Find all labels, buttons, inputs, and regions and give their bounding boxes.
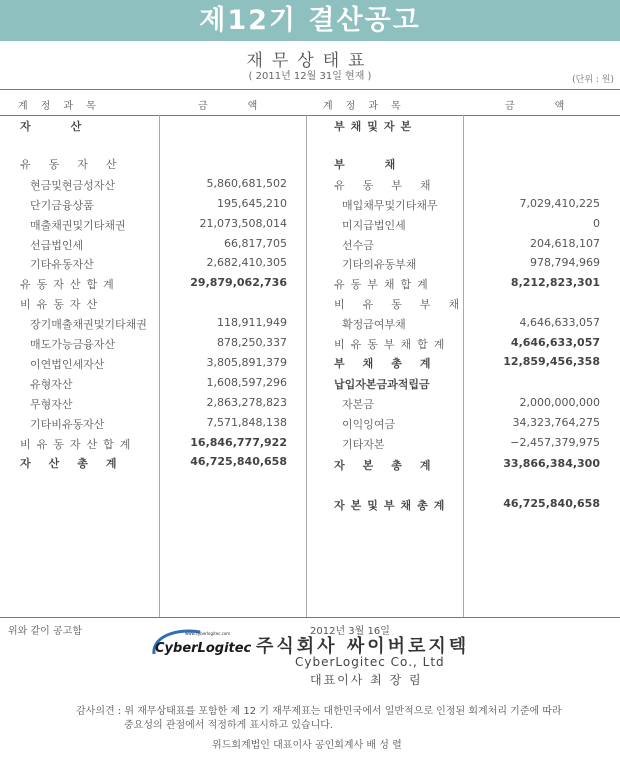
asset-item-value: 3,805,891,379 [206, 356, 287, 369]
noncurrent-liabilities-total-label: 비유동부채합계 [334, 338, 451, 351]
announcement-title: 제12기 결산공고 [0, 0, 620, 41]
asset-item-label: 이연법인세자산 [30, 358, 105, 371]
equity-item-value: −2,457,379,975 [510, 436, 600, 449]
asset-item-value: 21,073,508,014 [199, 217, 287, 230]
liability-item-value: 7,029,410,225 [519, 197, 600, 210]
current-assets-total-value: 29,879,062,736 [190, 276, 287, 289]
current-liabilities-total-label: 유동부채합계 [334, 278, 434, 291]
current-assets-total-label: 유동자산합계 [20, 278, 120, 291]
asset-item-label: 현금및현금성자산 [30, 179, 116, 192]
noncurrent-assets-total-value: 16,846,777,922 [190, 436, 287, 449]
current-assets-heading: 유동자산 [20, 158, 135, 171]
logo-url: www.cyberlogitec.com [185, 631, 231, 636]
asset-item-label: 무형자산 [30, 398, 73, 411]
column-divider [159, 115, 160, 617]
asset-item-value: 878,250,337 [217, 336, 287, 349]
asset-item-label: 매출채권및기타채권 [30, 219, 126, 232]
liabilities-total-value: 12,859,456,358 [503, 355, 600, 368]
asset-item-label: 유형자산 [30, 378, 73, 391]
asset-item-label: 장기매출채권및기타채권 [30, 318, 147, 331]
liability-item-value: 978,794,969 [530, 256, 600, 269]
liability-item-label: 기타의유동부채 [342, 258, 417, 271]
asset-item-value: 5,860,681,502 [206, 177, 287, 190]
auditor-signature: 위드회계법인 대표이사 공인회계사 배 성 렬 [212, 740, 402, 751]
liability-item-label: 확정급여부채 [342, 318, 406, 331]
header-account-right: 계정과목 [323, 101, 414, 112]
company-name-korean: 주식회사 싸이버로지텍 [256, 636, 470, 657]
asset-item-value: 66,817,705 [224, 237, 287, 250]
column-divider [463, 115, 464, 617]
asset-item-value: 118,911,949 [217, 316, 287, 329]
liability-item-label: 미지급법인세 [342, 219, 406, 232]
logo-wordmark: CyberLogitec [155, 641, 252, 656]
asset-item-value: 2,682,410,305 [206, 256, 287, 269]
equity-total-value: 33,866,384,300 [503, 457, 600, 470]
liability-item-label: 선수금 [342, 239, 374, 252]
ceo-name: 대표이사 최 장 림 [310, 673, 423, 687]
asset-item-value: 1,608,597,296 [206, 376, 287, 389]
asset-item-value: 195,645,210 [217, 197, 287, 210]
equity-item-label: 이익잉여금 [342, 418, 396, 431]
liabilities-total-label: 부채총계 [334, 357, 449, 370]
grand-total-value: 46,725,840,658 [503, 497, 600, 510]
assets-total-value: 46,725,840,658 [190, 455, 287, 468]
company-name-english: CyberLogitec Co., Ltd [295, 655, 445, 669]
noncurrent-liabilities-total-value: 4,646,633,057 [510, 336, 600, 349]
table-bottom-rule [0, 617, 620, 618]
liabilities-equity-heading: 부채및자본 [334, 120, 418, 133]
liability-item-label: 매입채무및기타채무 [342, 199, 438, 212]
audit-opinion-line2: 중요성의 관점에서 적정하게 표시하고 있습니다. [124, 720, 334, 731]
audit-opinion-line1: 감사의견 : 위 재무상태표를 포함한 제 12 기 재무제표는 대한민국에서 일반적으로 인정된 회계처리 기준에 따라 [76, 706, 562, 717]
notice-text: 위와 같이 공고함 [8, 626, 82, 637]
statement-date: ( 2011년 12월 31일 현재 ) [248, 71, 372, 82]
grand-total-label: 자본및부채총계 [334, 499, 451, 512]
assets-heading: 자산 [20, 120, 122, 133]
liabilities-heading: 부채 [334, 158, 436, 171]
noncurrent-assets-total-label: 비유동자산합계 [20, 438, 137, 451]
asset-item-label: 단기금융상품 [30, 199, 94, 212]
equity-item-value: 34,323,764,275 [512, 416, 600, 429]
header-amount-right: 금액 [505, 101, 605, 112]
assets-total-label: 자산총계 [20, 457, 135, 470]
statement-title: 재무상태표 [246, 51, 374, 71]
table-top-rule [0, 89, 620, 90]
announce-date: 2012년 3월 16일 [310, 626, 390, 637]
header-amount-left: 금액 [198, 101, 298, 112]
asset-item-label: 기타비유동자산 [30, 418, 105, 431]
noncurrent-assets-heading: 비유동자산 [20, 298, 104, 311]
header-account-left: 계정과목 [18, 101, 109, 112]
column-divider [306, 115, 307, 617]
unit-label: (단위 : 원) [572, 75, 614, 85]
liability-item-value: 0 [593, 217, 600, 230]
asset-item-label: 기타유동자산 [30, 258, 94, 271]
equity-heading: 납입자본금과적립금 [334, 378, 430, 391]
equity-total-label: 자본총계 [334, 459, 449, 472]
current-liabilities-heading: 유동부채 [334, 179, 449, 192]
liability-item-value: 204,618,107 [530, 237, 600, 250]
current-liabilities-total-value: 8,212,823,301 [510, 276, 600, 289]
noncurrent-liabilities-heading: 비유동부채 [334, 298, 478, 311]
asset-item-value: 7,571,848,138 [206, 416, 287, 429]
asset-item-value: 2,863,278,823 [206, 396, 287, 409]
asset-item-label: 선급법인세 [30, 239, 84, 252]
header-bottom-rule [0, 115, 620, 116]
equity-item-label: 자본금 [342, 398, 374, 411]
equity-item-value: 2,000,000,000 [519, 396, 600, 409]
asset-item-label: 매도가능금융자산 [30, 338, 116, 351]
equity-item-label: 기타자본 [342, 438, 385, 451]
liability-item-value: 4,646,633,057 [519, 316, 600, 329]
